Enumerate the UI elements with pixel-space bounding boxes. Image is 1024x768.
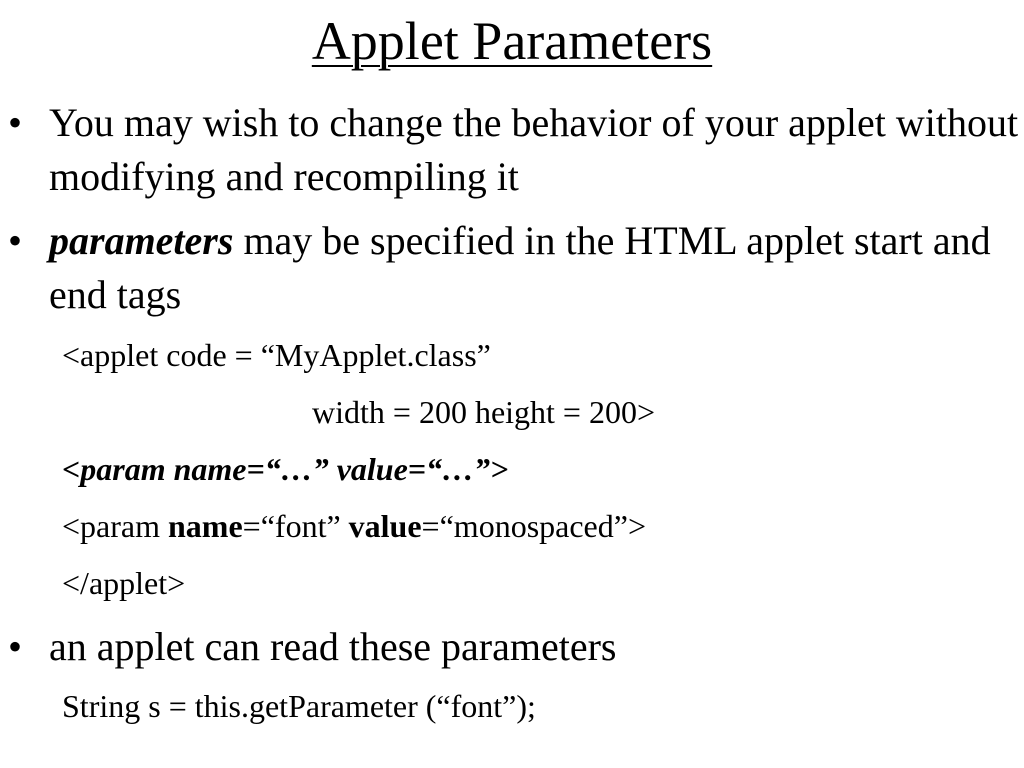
slide-title: Applet Parameters bbox=[311, 11, 713, 71]
code-line-applet-close: </applet> bbox=[62, 565, 186, 601]
bullet-text: You may wish to change the behavior of your applet without modifying and recompiling it bbox=[49, 100, 1019, 199]
bullet-text bbox=[49, 214, 1024, 322]
param-name-attr: name bbox=[168, 508, 243, 544]
emphasis-term: parameters bbox=[49, 218, 234, 263]
code-line-applet-open: <applet code = “MyApplet.class” bbox=[62, 337, 491, 373]
param-value-value: =“monospaced”> bbox=[421, 508, 646, 544]
code-line-applet-size: width = 200 height = 200> bbox=[312, 394, 656, 430]
bullet-marker: • bbox=[8, 100, 23, 145]
bullet-text-rest: may be specified in the HTML applet start and end tags bbox=[49, 218, 991, 317]
param-open: <param bbox=[62, 508, 168, 544]
code-line-param-template: <param name=“…” value=“…”> bbox=[62, 451, 509, 487]
bullet-marker: • bbox=[8, 624, 23, 669]
code-line-param-example bbox=[62, 506, 646, 546]
param-value-attr: value bbox=[348, 508, 422, 544]
bullet-text: an applet can read these parameters bbox=[49, 624, 617, 669]
code-line-get-parameter: String s = this.getParameter (“font”); bbox=[62, 688, 536, 724]
bullet-marker: • bbox=[8, 218, 23, 263]
param-name-value: =“font” bbox=[242, 508, 349, 544]
